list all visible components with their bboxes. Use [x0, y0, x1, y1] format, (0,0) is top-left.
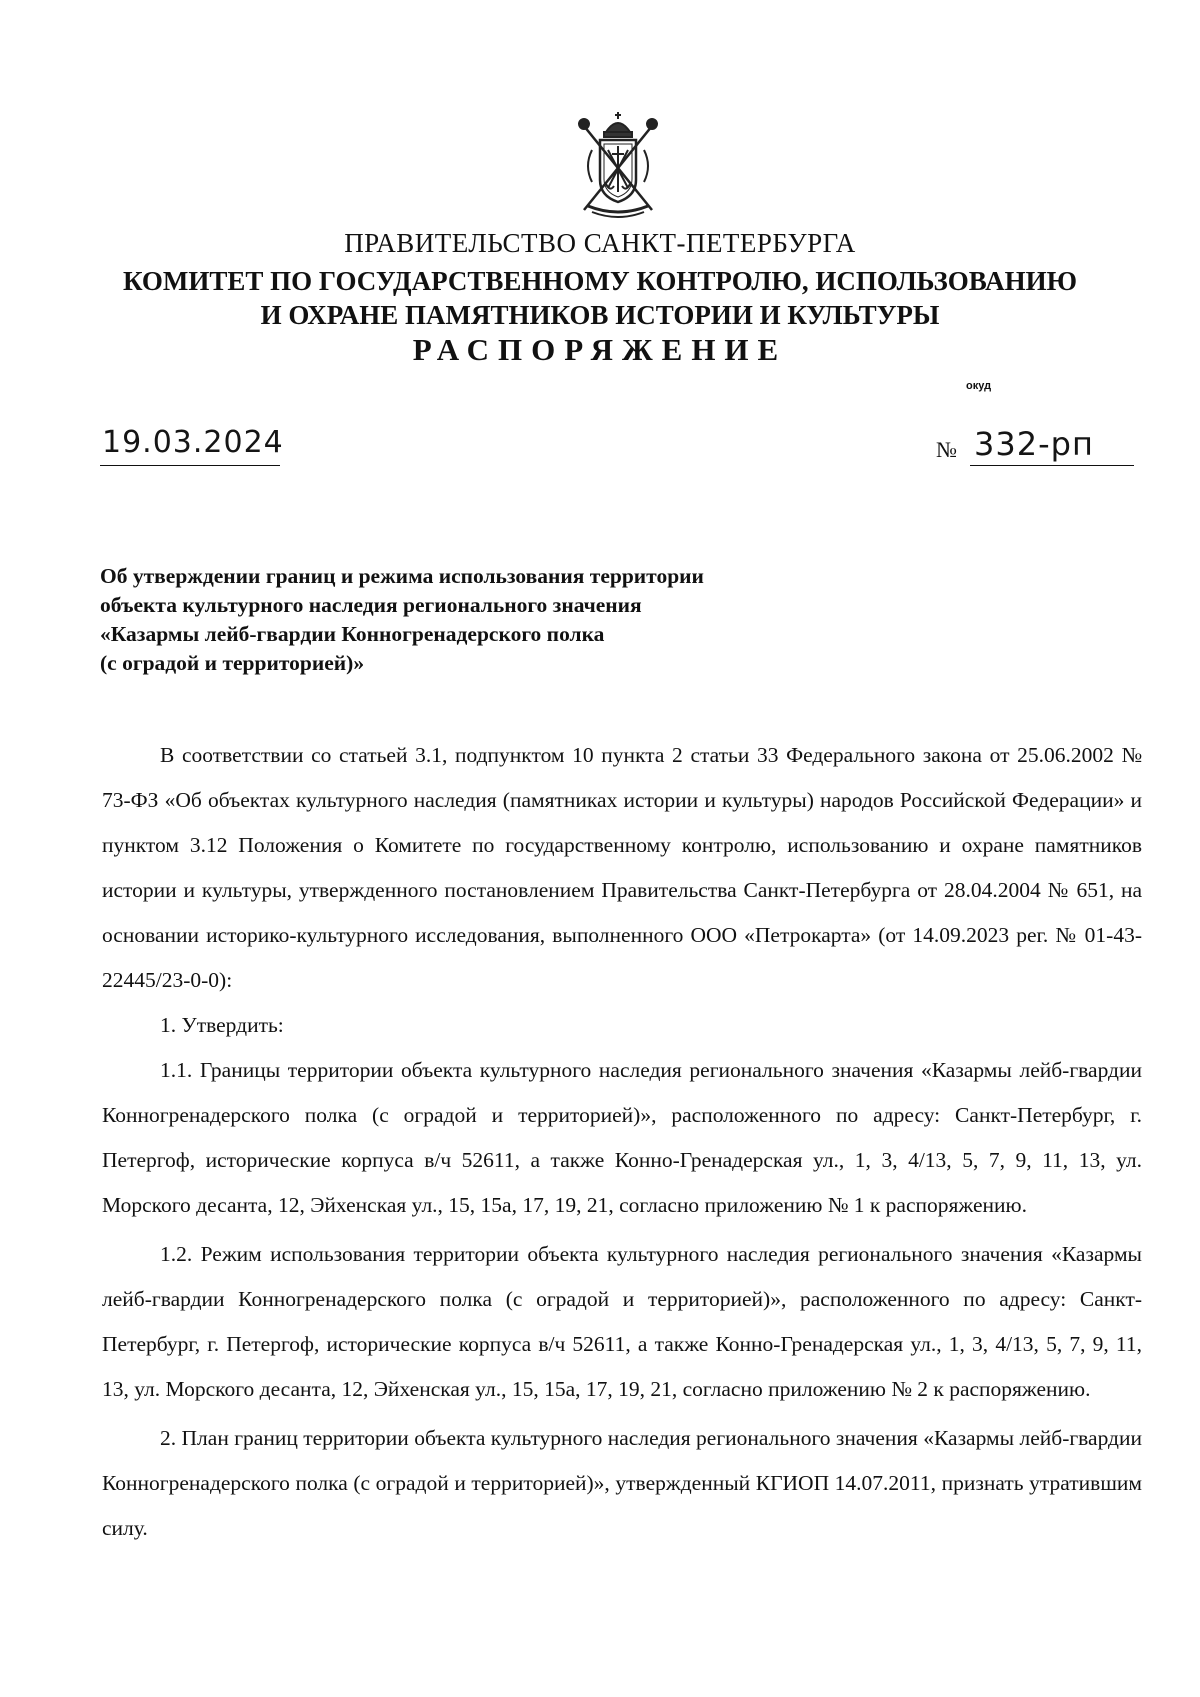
registration-date: [100, 425, 284, 460]
body-paragraph-1: 1. Утвердить:: [160, 1013, 284, 1037]
committee-title: [0, 264, 1200, 332]
body-paragraph-1-1: 1.1. Границы территории объекта культурного наследия регионального значения «Казармы лейб-гвардии Конногренадерского полка (с оградой и территорией)», расположенного по адресу: Санкт-Петербург, г. Петергоф, исторические корпуса в/ч 52611, а также Конно-Гренадерская ул., 1, 3, 4/13, 5, 7, 9, 11, 13, ул. Морского десанта, 12, Эйхенская ул., 15, 15а, 17, 19, 21, согласно приложению № 1 к распоряжению.: [102, 1058, 1142, 1217]
number-sign: №: [936, 437, 957, 462]
committee-title-line-2: И ОХРАНЕ ПАМЯТНИКОВ ИСТОРИИ И КУЛЬТУРЫ: [260, 300, 940, 330]
st-petersburg-coat-of-arms-icon: [570, 110, 666, 222]
document-subject: [100, 562, 860, 678]
document-body: [102, 733, 1142, 1551]
government-title: ПРАВИТЕЛЬСТВО САНКТ-ПЕТЕРБУРГА: [344, 228, 856, 258]
document-type-title: РАСПОРЯЖЕНИЕ: [412, 332, 788, 367]
body-paragraph-2: 2. План границ территории объекта культурного наследия регионального значения «Казармы лейб-гвардии Конногренадерского полка (с оградой и территорией)», утвержденный КГИОП 14.07.2011, признать утратившим силу.: [102, 1426, 1142, 1540]
body-paragraph-1-2: 1.2. Режим использования территории объекта культурного наследия регионального значения «Казармы лейб-гвардии Конногренадерского полка (с оградой и территорией)», расположенного по адресу: Санкт-Петербург, г. Петергоф, исторические корпуса в/ч 52611, а также Конно-Гренадерская ул., 1, 3, 4/13, 5, 7, 9, 11, 13, ул. Морского десанта, 12, Эйхенская ул., 15, 15а, 17, 19, 21, согласно приложению № 2 к распоряжению.: [102, 1242, 1142, 1401]
date-underline: [100, 465, 280, 466]
subject-line-2: объекта культурного наследия регионального значения: [100, 593, 642, 617]
handwritten-number: 332-рп: [974, 425, 1094, 463]
subject-line-3: «Казармы лейб-гвардии Конногренадерского полка: [100, 622, 605, 646]
okud-label: окуд: [966, 380, 992, 392]
body-paragraph-preamble: В соответствии со статьей 3.1, подпунктом 10 пункта 2 статьи 33 Федерального закона от 25.06.2002 № 73-ФЗ «Об объектах культурного наследия (памятниках истории и культуры) народов Российской Федерации» и пунктом 3.12 Положения о Комитете по государственному контролю, использованию и охране памятников истории и культуры, утвержденного постановлением Правительства Санкт-Петербурга от 28.04.2004 № 651, на основании историко-культурного исследования, выполненного ООО «Петрокарта» (от 14.09.2023 рег. № 01-43-22445/23-0-0):: [102, 743, 1142, 992]
number-underline: [970, 465, 1134, 466]
subject-line-1: Об утверждении границ и режима использования территории: [100, 564, 704, 588]
subject-line-4: (с оградой и территорией)»: [100, 651, 365, 675]
handwritten-date: 19.03.2024: [102, 425, 284, 460]
committee-title-line-1: КОМИТЕТ ПО ГОСУДАРСТВЕННОМУ КОНТРОЛЮ, ИСПОЛЬЗОВАНИЮ: [123, 266, 1077, 296]
